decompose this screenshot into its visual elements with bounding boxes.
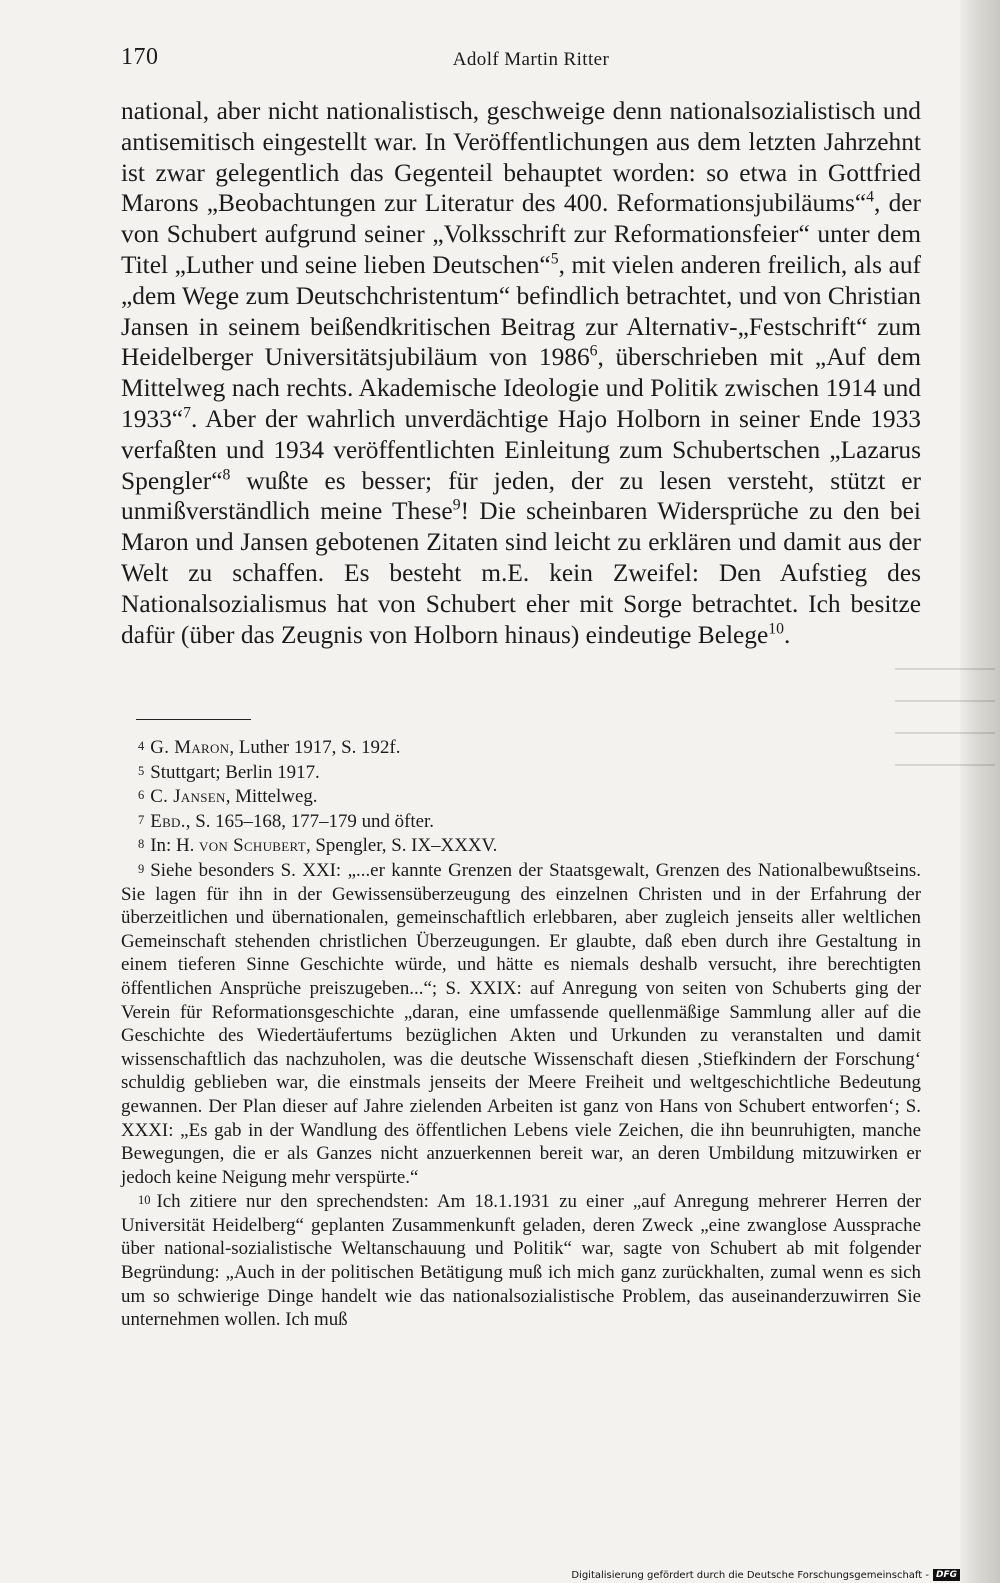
- footnote-marker: 7: [138, 812, 145, 827]
- credit-text: Digitalisierung gefördert durch die Deutsche Forschungsgemeinschaft -: [571, 1569, 929, 1581]
- body-paragraph: national, aber nicht nationalistisch, geschweige denn nationalsozialistisch und antisemitisch eingestellt war. In Veröffentlichungen aus dem letzten Jahrzehnt ist zwar gelegentlich das Gegenteil behauptet worden: so etwa in Gottfried Marons „Beobachtungen zur Literatur des 400. Reformationsjubiläums“$^4$, der von Schubert aufgrund seiner „Volksschrift zur Reformationsfeier“ unter dem Titel „Luther und seine lieben Deutschen“$^5$, mit vielen anderen freilich, als auf „dem Wege zum Deutschchristentum“ befindlich betrachtet, und von Christian Jansen in seinem beißendkritischen Beitrag zur Alternativ-„Festschrift“ zum Heidelberger Universitätsjubiläum von 1986$^6$, überschrieben mit „Auf dem Mittelweg nach rechts. Akademische Ideologie und Politik zwischen 1914 und 1933“$^7$. Aber der wahrlich unverdächtige Hajo Holborn in seiner Ende 1933 verfaßten und 1934 veröffentlichten Einleitung zum Schubertschen „Lazarus Spengler“$^8$ wußte es besser; für jeden, der zu lesen versteht, stützt er unmißverständlich meine These$^9$! Die scheinbaren Widersprüche zu den bei Maron und Jansen gebotenen Zitaten sind leicht zu erklären und damit aus der Welt zu schaffen. Es besteht m.E. kein Zweifel: Den Aufstieg des Nationalsozialismus hat von Schubert eher mit Sorge betrachtet. Ich besitze dafür (über das Zeugnis von Holborn hinaus) eindeutige Belege$^{10}$.: [121, 97, 922, 649]
- footnote-author: C. Jansen: [150, 786, 226, 808]
- footnote-marker: 6: [138, 788, 145, 803]
- footnote-marker: 9: [138, 861, 145, 876]
- footnote-10: 10 Ich zitiere nur den sprechendsten: Am 18.1.1931 zu einer „auf Anregung mehrerer Herren der Universität Heidelberg“ geplanten Zusammenkunft geladen, deren Zweck „eine zwanglose Aussprache über national-sozialistische Weltanschauung und Politik“ war, sagte von Schubert ab mit folgender Begründung: „Auch in der politischen Betätigung muß ich mich ganz zurückhalten, zumal wenn es sich um so schwierige Dinge handelt wie das nationalsozialistische Problem, das auseinanderzuwirren Sie unternehmen wollen. Ich muß: [121, 1191, 921, 1331]
- footnote-ref-6[interactable]: 6: [589, 342, 598, 360]
- footnote-ref-7[interactable]: 7: [183, 404, 191, 422]
- footnotes: [121, 735, 921, 1332]
- footnote-marker: 5: [138, 763, 145, 778]
- footnote-marker: 10: [138, 1193, 151, 1208]
- footnote-ref-9[interactable]: 9: [452, 496, 461, 514]
- dfg-logo-icon: DFG: [933, 1569, 960, 1581]
- footnote-separator: [136, 719, 251, 720]
- bleed-through-line: [895, 668, 995, 684]
- footnote-ref-10[interactable]: 10: [768, 620, 785, 638]
- footnote-ref-4[interactable]: 4: [866, 188, 875, 206]
- page-header: [121, 44, 921, 76]
- footnote-ref-8[interactable]: 8: [222, 466, 231, 484]
- footnote-5: 5 Stuttgart; Berlin 1917.: [138, 761, 320, 783]
- page-number: 170: [121, 44, 159, 70]
- footnote-6: 6 C. Jansen, Mittelweg.: [138, 786, 318, 808]
- main-text: [121, 96, 921, 650]
- page-gutter-shadow: [960, 0, 1000, 1583]
- footnote-marker: 4: [138, 739, 145, 753]
- footnote-ref-5[interactable]: 5: [550, 250, 559, 268]
- footnote-author: von Schubert: [199, 835, 306, 857]
- digitization-credit: [571, 1568, 960, 1582]
- footnote-marker: 8: [138, 837, 145, 852]
- footnote-4: 4 G. Maron, Luther 1917, S. 192f.: [138, 737, 401, 758]
- bleed-through-line: [895, 700, 995, 716]
- running-head: Adolf Martin Ritter: [452, 49, 610, 70]
- footnote-9: 9 Siehe besonders S. XXI: „...er kannte Grenzen der Staatsgewalt, Grenzen des Nationalbewußtseins. Sie lagen für ihn in der Gewissensüberzeugung des einzelnen Christen und in der Erfahrung der überzeitlichen und übernationalen, gemeinschaftlich erlebbaren, aber zugleich jenseits aller weltlichen Gemeinschaft stehenden christlichen Überzeugungen. Er glaubte, daß eben durch ihre Gestaltung in einem tieferen Sinne Geschichte würde, und hätte es niemals deshalb versucht, ihre berechtigten öffentlichen Ansprüche preiszugeben...“; S. XXIX: auf Anregung von seiten von Schuberts ging der Verein für Reformationsgeschichte „daran, eine umfassende quellenmäßige Sammlung aller auf die Geschichte des Wiedertäufertums bezüglichen Akten und Urkunden zu veranstalten und damit wissenschaftlich das nachzuholen, was die deutsche Wissenschaft diesen ‚Stiefkindern der Forschung‘ schuldig geblieben war, die einstmals jenseits der Meere Freiheit und weltgeschichtliche Bedeutung gewannen. Der Plan dieser auf Jahre zielenden Arbeiten ist ganz von Hans von Schubert entworfen‘; S. XXXI: „Es gab in der Wandlung des öffentlichen Lebens viele Zeichen, die ihn beunruhigten, manche Bewegungen, die er als Ganzes nicht anzuerkennen bereit war, an deren Umbildung mitzuwirken er jedoch keine Neigung mehr verspürte.“: [121, 859, 921, 1188]
- footnote-author: G. Maron: [150, 737, 230, 758]
- footnote-8: 8 In: H. von Schubert, Spengler, S. IX–XXXV.: [138, 835, 498, 857]
- footnote-author: Ebd.: [150, 810, 186, 832]
- footnote-7: 7 Ebd., S. 165–168, 177–179 und öfter.: [138, 810, 434, 832]
